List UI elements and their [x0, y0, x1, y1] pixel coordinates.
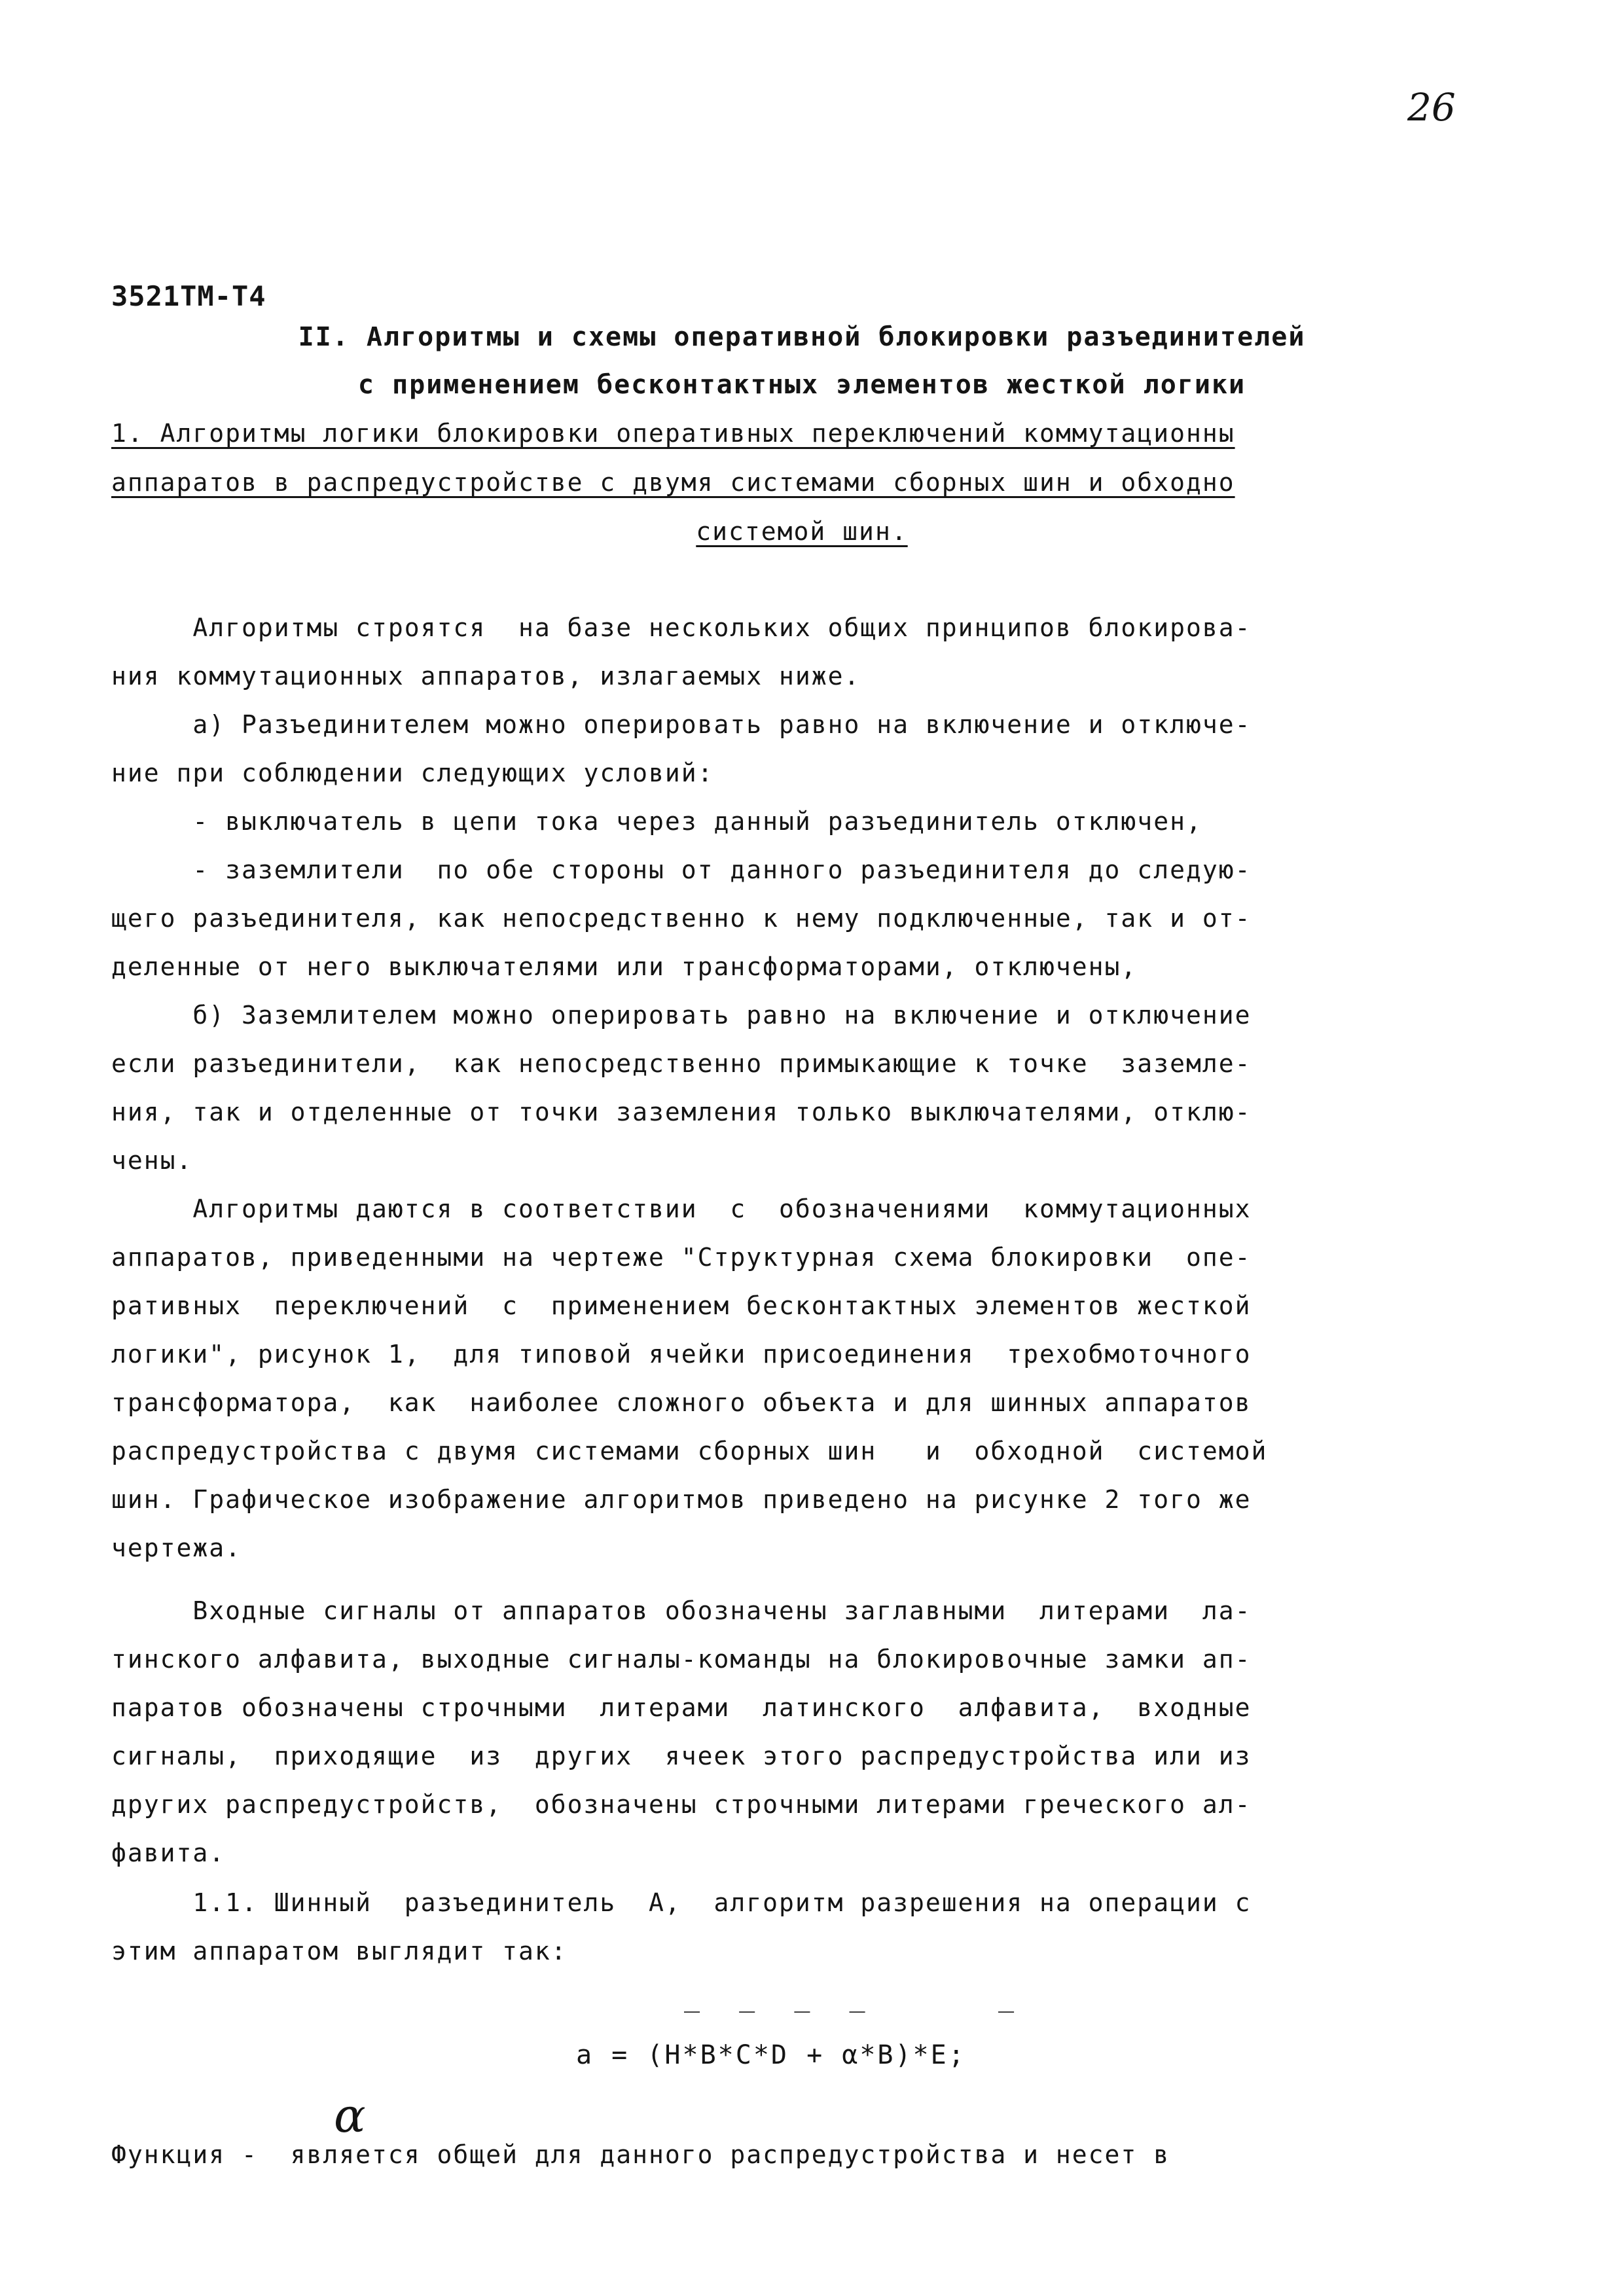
body-line: аппаратов, приведенными на чертеже "Структурная схема блокировки опе-: [111, 1243, 1252, 1272]
body-line: этим аппаратом выглядит так:: [111, 1937, 568, 1965]
body-line: 1.1. Шинный разъединитель А, алгоритм разрешения на операции с: [111, 1888, 1252, 1917]
handwritten-alpha: α: [334, 2088, 366, 2143]
subheading-line-3-text: системой шин.: [696, 517, 908, 546]
document-code: 3521ТМ-Т4: [111, 280, 266, 312]
body-line: сигналы, приходящие из других ячеек этого распредустройства или из: [111, 1742, 1252, 1770]
body-line: Входные сигналы от аппаратов обозначены заглавными литерами ла-: [111, 1596, 1252, 1625]
body-line: щего разъединителя, как непосредственно к нему подключенные, так и от-: [111, 904, 1252, 933]
subheading-line-1: 1. Алгоритмы логики блокировки оперативных переключений коммутационны: [111, 419, 1235, 448]
body-line-last: Функция - является общей для данного распредустройства и несет в: [111, 2140, 1170, 2169]
formula-overbar-e: ‾: [998, 2008, 1015, 2038]
formula: а = (Н*В*С*D + α*В)*Е;: [576, 2040, 966, 2070]
body-line: логики", рисунок 1, для типовой ячейки присоединения трехобмоточного: [111, 1340, 1252, 1369]
body-line: фавита.: [111, 1839, 226, 1867]
body-line: ние при соблюдении следующих условий:: [111, 759, 714, 787]
body-line: если разъединители, как непосредственно примыкающие к точке заземле-: [111, 1049, 1252, 1078]
body-line: тинского алфавита, выходные сигналы-команды на блокировочные замки ап-: [111, 1645, 1252, 1674]
body-line: шин. Графическое изображение алгоритмов приведено на рисунке 2 того же: [111, 1485, 1252, 1514]
body-line: паратов обозначены строчными литерами латинского алфавита, входные: [111, 1693, 1252, 1722]
section-title-line-1: II. Алгоритмы и схемы оперативной блокировки разъединителей: [298, 322, 1306, 352]
body-line: чертежа.: [111, 1534, 242, 1562]
body-line: других распредустройств, обозначены строчными литерами греческого ал-: [111, 1790, 1252, 1819]
body-line: ния коммутационных аппаратов, излагаемых ниже.: [111, 662, 861, 691]
body-line: ния, так и отделенные от точки заземления только выключателями, отклю-: [111, 1098, 1252, 1126]
page-number: 26: [1407, 85, 1456, 130]
body-line: а) Разъединителем можно оперировать равно на включение и отключе-: [111, 710, 1252, 739]
formula-overbars: ‾ ‾ ‾ ‾: [684, 2008, 877, 2038]
body-line: чены.: [111, 1146, 193, 1175]
subheading-line-3: [111, 517, 1492, 546]
body-line: трансформатора, как наиболее сложного объекта и для шинных аппаратов: [111, 1388, 1252, 1417]
body-line: ративных переключений с применением бесконтактных элементов жесткой: [111, 1291, 1252, 1320]
body-line: - выключатель в цепи тока через данный разъединитель отключен,: [111, 807, 1202, 836]
body-line: Алгоритмы даются в соответствии с обозначениями коммутационных: [111, 1194, 1252, 1223]
body-line: - заземлители по обе стороны от данного разъединителя до следую-: [111, 855, 1252, 884]
subheading-line-2: аппаратов в распредустройстве с двумя системами сборных шин и обходно: [111, 468, 1235, 497]
body-line: б) Заземлителем можно оперировать равно на включение и отключение: [111, 1001, 1252, 1030]
section-title-line-2: с применением бесконтактных элементов жесткой логики: [357, 370, 1246, 400]
body-line: Алгоритмы строятся на базе нескольких общих принципов блокирова-: [111, 613, 1252, 642]
body-line: деленные от него выключателями или трансформаторами, отключены,: [111, 952, 1138, 981]
body-line: распредустройства с двумя системами сборных шин и обходной системой: [111, 1437, 1268, 1465]
